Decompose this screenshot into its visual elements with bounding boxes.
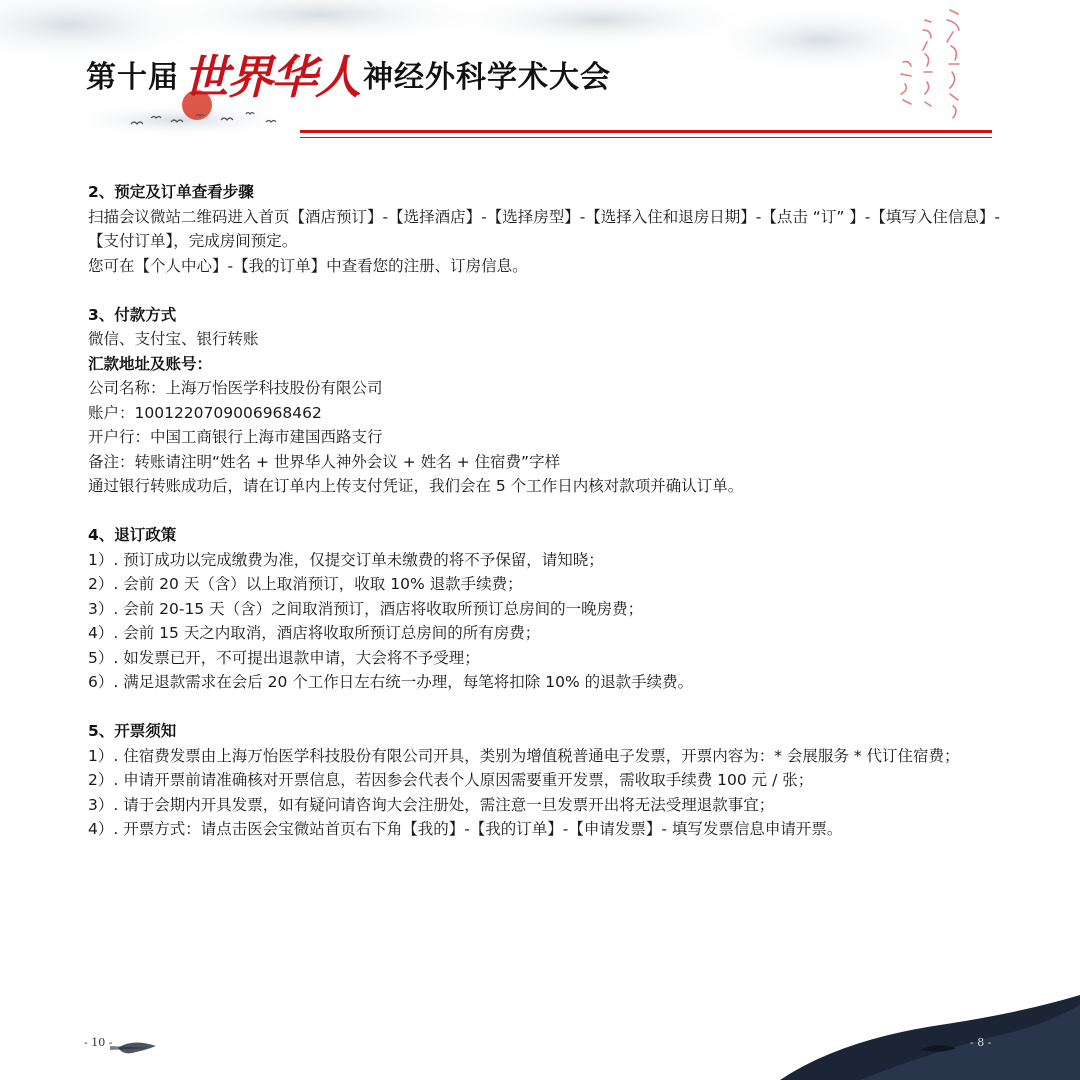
list-item: 1）. 预订成功以完成缴费为准，仅提交订单未缴费的将不予保留，请知晓； <box>88 550 604 569</box>
list-item: 5）. 如发票已开，不可提出退款申请，大会将不予受理； <box>88 648 480 667</box>
conference-title <box>86 44 611 104</box>
title-prefix: 第十届 <box>86 60 179 95</box>
list-item: 2）. 会前 20 天（含）以上取消预订，收取 10% 退款手续费； <box>88 575 523 593</box>
text-line: 扫描会议微站二维码进入首页【酒店预订】-【选择酒店】-【选择房型】-【选择入住和退房日期】-【点击 “订” 】-【填写入住信息】- <box>88 207 1000 226</box>
list-item: 3）. 请于会期内开具发票，如有疑问请咨询大会注册处，需注意一旦发票开出将无法受理退款事宜； <box>88 795 775 814</box>
section-payment-methods <box>88 303 1008 499</box>
section-heading: 2、预定及订单查看步骤 <box>88 183 254 201</box>
birds-decoration <box>126 104 306 134</box>
text-line: 【支付订单】，完成房间预定。 <box>88 232 298 250</box>
page-number-right: - 8 - <box>970 1036 992 1049</box>
company-name: 公司名称：上海万怡医学科技股份有限公司 <box>88 379 383 397</box>
list-item: 2）. 申请开票前请准确核对开票信息，若因参会代表个人原因需要重开发票，需收取手续费 100 元 / 张； <box>88 771 814 789</box>
list-item: 6）. 满足退款需求在会后 20 个工作日左右统一办理，每笔将扣除 10% 的退款手续费。 <box>88 673 694 691</box>
header-divider-thick <box>300 130 992 133</box>
transfer-note: 备注：转账请注明“姓名 + 世界华人神外会议 + 姓名 + 住宿费”字样 <box>88 452 561 471</box>
text-line: 微信、支付宝、银行转账 <box>88 330 259 348</box>
section-cancellation-policy <box>88 523 1008 695</box>
title-suffix: 神经外科学术大会 <box>363 60 611 95</box>
account-number: 账户：1001220709006968462 <box>88 403 322 422</box>
bank-name: 开户行：中国工商银行上海市建国西路支行 <box>88 428 383 446</box>
header-divider-thin <box>300 137 992 138</box>
section-invoice-notes <box>88 719 1008 842</box>
list-item: 3）. 会前 20-15 天（含）之间取消预订，酒店将收取所预订总房间的一晚房费； <box>88 599 644 618</box>
text-line: 通过银行转账成功后，请在订单内上传支付凭证，我们会在 5 个工作日内核对款项并确认订单。 <box>88 477 744 495</box>
list-item: 4）. 会前 15 天之内取消，酒店将收取所预订总房间的所有房费； <box>88 624 541 642</box>
page-number-left: - 10 - <box>84 1036 113 1049</box>
section-booking-steps <box>88 180 1008 278</box>
title-calligraphy: 世界华人 <box>183 50 359 104</box>
list-item: 1）. 住宿费发票由上海万怡医学科技股份有限公司开具，类别为增值税普通电子发票，开票内容为：* 会展服务 * 代订住宿费； <box>88 746 960 765</box>
ink-wash-footer-decoration <box>0 980 1080 1080</box>
section-heading: 3、付款方式 <box>88 305 177 324</box>
list-item: 4）. 开票方式：请点击医会宝微站首页右下角【我的】-【我的订单】-【申请发票】- 填写发票信息申请开票。 <box>88 820 843 838</box>
calligraphy-decoration <box>895 2 975 132</box>
document-body <box>88 180 1008 842</box>
section-heading: 5、开票须知 <box>88 722 177 740</box>
page-header <box>0 0 1080 150</box>
subheading: 汇款地址及账号： <box>88 354 213 373</box>
text-line: 您可在【个人中心】-【我的订单】中查看您的注册、订房信息。 <box>88 256 528 275</box>
section-heading: 4、退订政策 <box>88 526 177 544</box>
